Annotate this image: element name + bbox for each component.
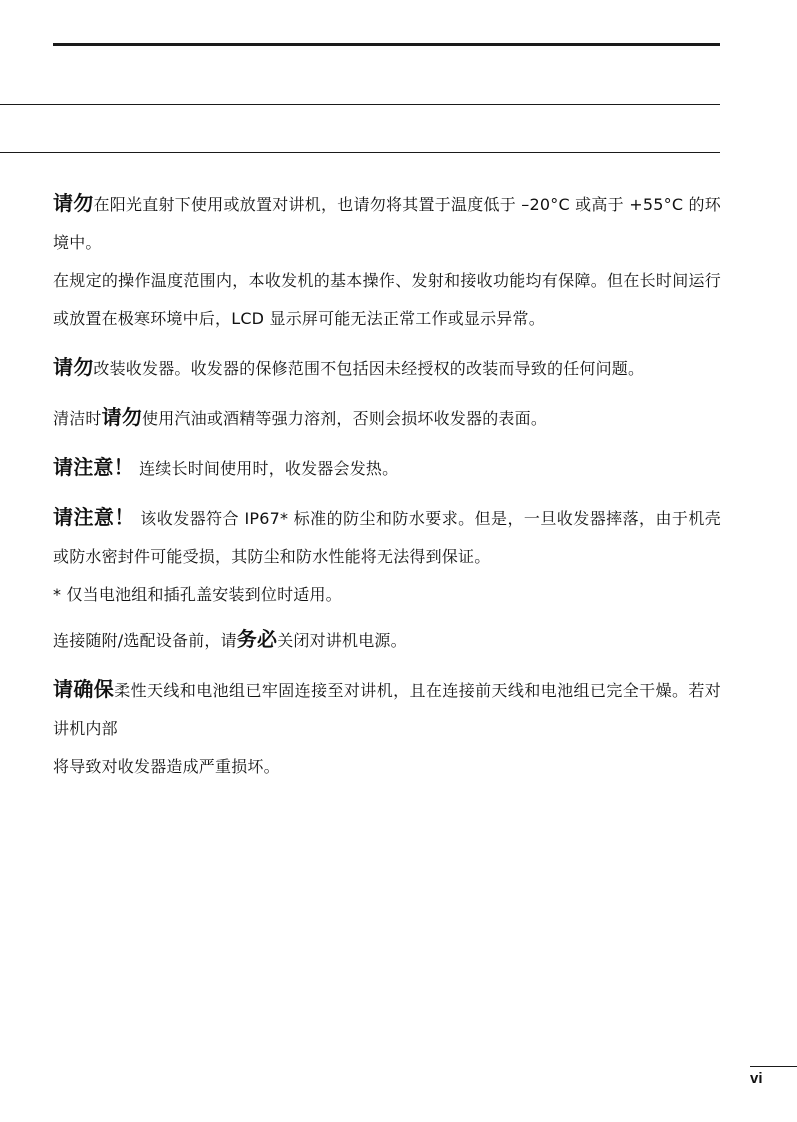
notice-3 [53,398,721,438]
notice-6-lead: 务必 [236,627,278,651]
notice-6-prefix: 连接随附/选配设备前，请 [53,631,237,650]
notice-3-prefix: 清洁时 [53,409,102,428]
notice-7-text: 柔性天线和电池组已牢固连接至对讲机，且在连接前天线和电池组已完全干燥。若对讲机内部 [53,681,721,738]
notice-5-footnote: * 仅当电池组和插孔盖安装到位时适用。 [53,585,342,604]
notice-5-text: 该收发器符合 IP67* 标准的防尘和防水要求。但是，一旦收发器摔落，由于机壳或防水密封件可能受损，其防尘和防水性能将无法得到保证。 [53,509,721,566]
notice-7-lead: 请确保 [53,677,115,701]
notice-4-text: 连续长时间使用时，收发器会发热。 [133,459,399,478]
footer-rule [750,1066,797,1067]
precautions-section [53,184,721,786]
header-rule-thick [53,43,720,46]
notice-5-lead: 请注意！ [53,505,135,529]
notice-6 [53,620,721,660]
notice-6-text: 关闭对讲机电源。 [277,631,407,650]
notice-2 [53,348,721,388]
notice-4-lead: 请注意！ [53,455,134,479]
notice-7 [53,670,721,748]
page-number: vi [750,1070,763,1087]
notice-1-text: 在阳光直射下使用或放置对讲机，也请勿将其置于温度低于 –20°C 或高于 +55°C 的环境中。 [53,195,721,252]
notice-7-extra: 将导致对收发器造成严重损坏。 [53,757,280,776]
notice-1-extra: 在规定的操作温度范围内，本收发机的基本操作、发射和接收功能均有保障。但在长时间运行或放置在极寒环境中后，LCD 显示屏可能无法正常工作或显示异常。 [53,271,721,328]
header-rule-2 [0,152,720,153]
header-rule-1 [0,104,720,105]
notice-3-lead: 请勿 [101,405,143,429]
notice-5 [53,498,721,576]
notice-2-lead: 请勿 [53,355,94,379]
notice-2-text: 改装收发器。收发器的保修范围不包括因未经授权的改装而导致的任何问题。 [93,359,645,378]
notice-1 [53,184,721,262]
notice-4 [53,448,721,488]
notice-3-text: 使用汽油或酒精等强力溶剂，否则会损坏收发器的表面。 [142,409,548,428]
notice-1-lead: 请勿 [53,191,94,215]
